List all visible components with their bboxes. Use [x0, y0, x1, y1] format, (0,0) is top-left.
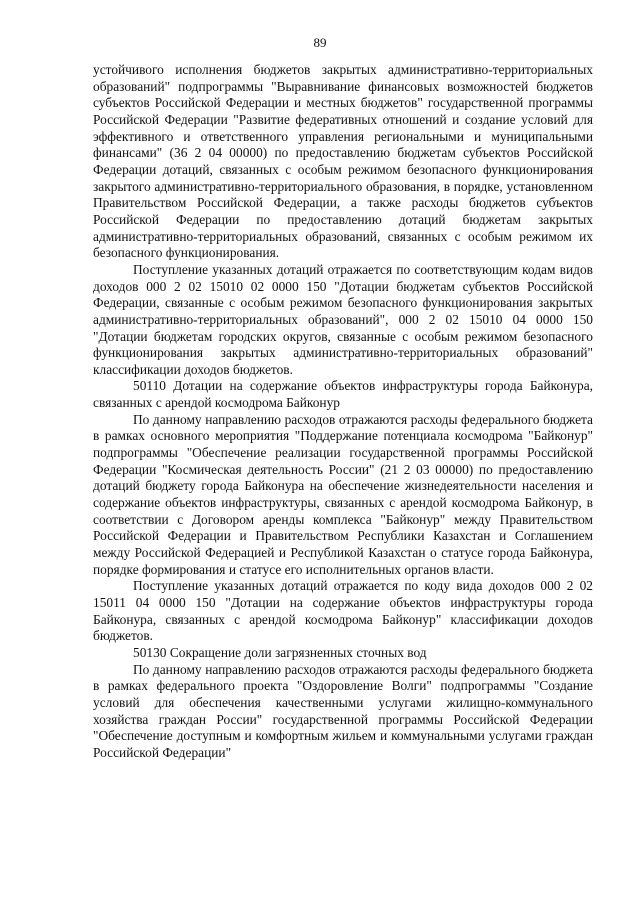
- section-heading-50130: 50130 Сокращение доли загрязненных сточных вод: [133, 644, 427, 660]
- section-heading-50110: 50110 Дотации на содержание объектов инфраструктуры города Байконура, связанных с арендой космодрома Байконур: [93, 378, 593, 411]
- paragraph-baikonur-expenses: По данному направлению расходов отражаются расходы федерального бюджета в рамках основного мероприятия "Поддержание потенциала космодрома "Байконур" подпрограммы "Обеспечение реализации государственной программы Российской Федерации "Космическая деятельность России" (21 2 03 00000) по предоставлению дотаций бюджету города Байконура на обеспечение жизнедеятельности населения и содержание объектов инфраструктуры, связанных с арендой космодрома Байконур, в соответствии с Договором аренды комплекса "Байконур" между Правительством Российской Федерации и Правительством Республики Казахстан и Соглашением между Российской Федерацией и Республикой Казахстан о статусе города Байконура, порядке формирования и статусе его исполнительных органов власти.: [93, 411, 593, 577]
- document-body: [93, 62, 593, 762]
- paragraph-baikonur-income-code: Поступление указанных дотаций отражается по коду вида доходов 000 2 02 15011 04 0000 150 "Дотации на содержание объектов инфраструктуры города Байконура, связанных с арендой космодрома Байконур" классификации доходов бюджетов.: [93, 578, 593, 644]
- page-number: 89: [313, 35, 327, 50]
- paragraph-income-codes-zato: Поступление указанных дотаций отражается по соответствующим кодам видов доходов 000 2 02 15010 02 0000 150 "Дотации бюджетам субъектов Российской Федерации, связанные с особым режимом безопасного функционирования закрытых административно-территориальных образований", 000 2 02 15010 04 0000 150 "Дотации бюджетам городских округов, связанные с особым режимом безопасного функционирования закрытых административно-территориальных образований" классификации доходов бюджетов.: [93, 261, 593, 377]
- paragraph-continuation: устойчивого исполнения бюджетов закрытых административно-территориальных образований" подпрограммы "Выравнивание финансовых возможностей бюджетов субъектов Российской Федерации и местных бюджетов" государственной программы Российской Федерации "Развитие федеративных отношений и создание условий для эффективного и ответственного управления региональными и муниципальными финансами" (36 2 04 00000) по предоставлению бюджетам субъектов Российской Федерации дотаций, связанных с особым режимом безопасного функционирования закрытого административно-территориального образования, в порядке, установленном Правительством Российской Федерации, а также расходы бюджетов субъектов Российской Федерации по предоставлению дотаций бюджетам закрытых административно-территориальных образований, связанных с особым режимом их безопасного функционирования.: [93, 62, 593, 261]
- paragraph-volga-expenses: По данному направлению расходов отражаются расходы федерального бюджета в рамках федерального проекта "Оздоровление Волги" подпрограммы "Создание условий для обеспечения качественными услугами жилищно-коммунального хозяйства граждан России" государственной программы Российской Федерации "Обеспечение доступным и комфортным жильем и коммунальными услугами граждан Российской Федерации": [93, 661, 593, 760]
